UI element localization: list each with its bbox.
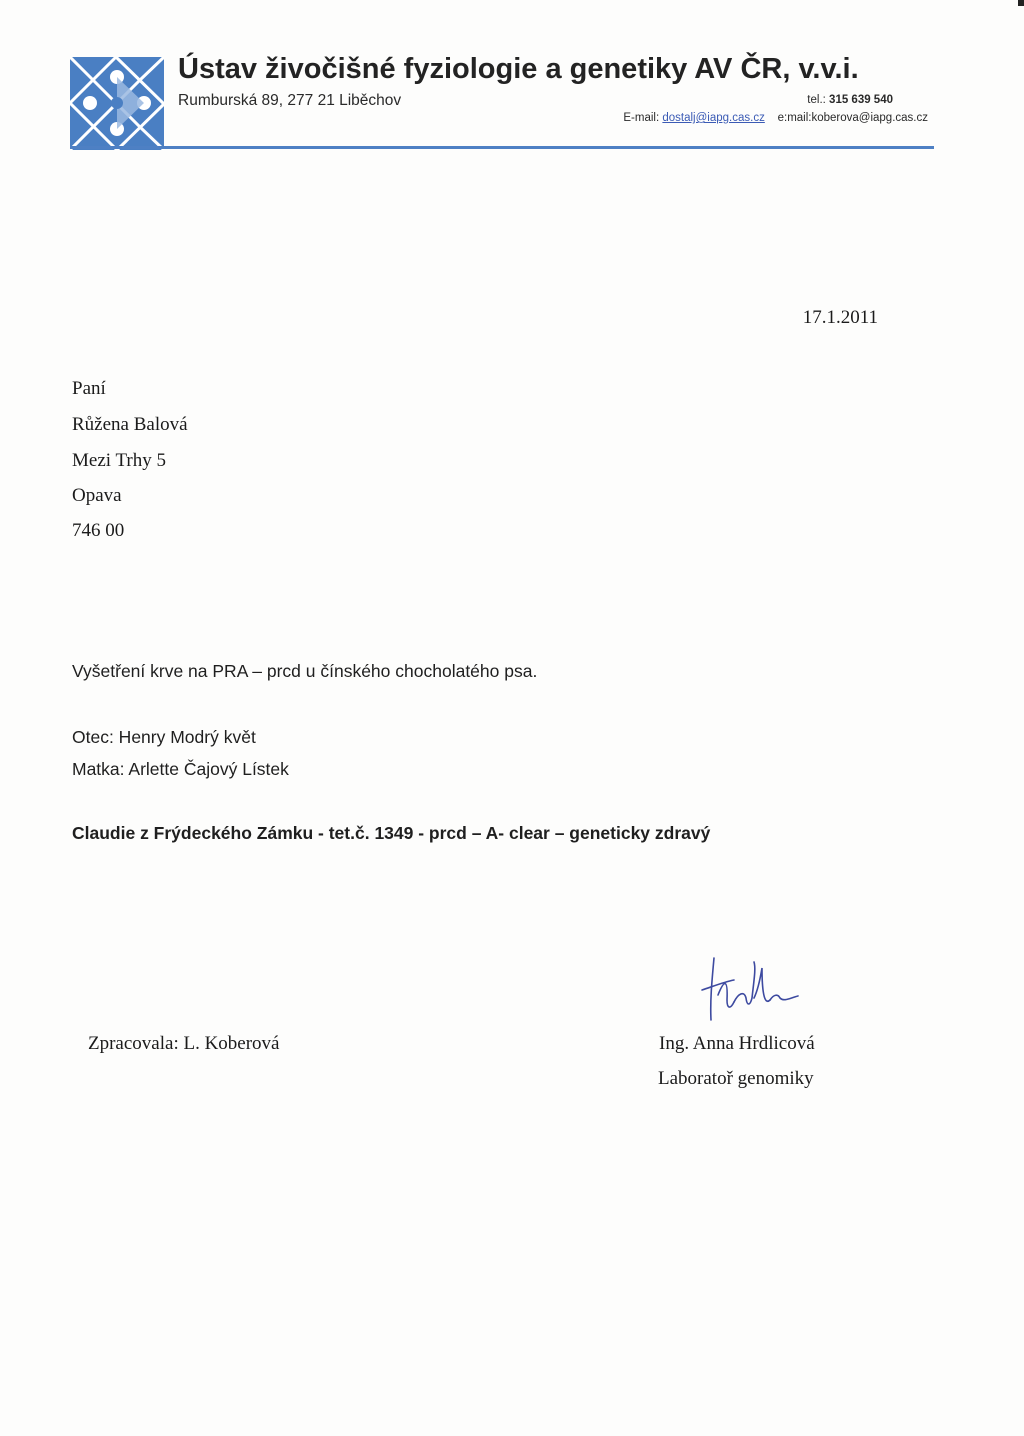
recipient-salutation: Paní [72, 378, 106, 399]
mother-line: Matka: Arlette Čajový Lístek [72, 759, 289, 779]
handwritten-signature-icon [694, 950, 824, 1025]
signer-department: Laboratoř genomiky [658, 1068, 814, 1089]
institute-logo-icon [70, 57, 164, 150]
organization-name: Ústav živočišné fyziologie a genetiky AV ČR, v.v.i. [178, 53, 859, 85]
father-line: Otec: Henry Modrý květ [72, 727, 256, 747]
recipient-street: Mezi Trhy 5 [72, 450, 166, 471]
recipient-city: Opava [72, 485, 122, 506]
processed-by: Zpracovala: L. Koberová [88, 1033, 280, 1054]
test-result: Claudie z Frýdeckého Zámku - tet.č. 1349 - prcd – A- clear – geneticky zdravý [72, 823, 711, 843]
scan-edge-mark [1018, 0, 1024, 6]
recipient-name: Růžena Balová [72, 414, 188, 435]
letterhead-rule [70, 146, 934, 149]
email-link-dostal[interactable]: dostalj@iapg.cas.cz [662, 112, 765, 124]
letter-date: 17.1.2011 [802, 307, 878, 328]
email-label: E-mail: [623, 112, 660, 124]
email-koberova: e:mail:koberova@iapg.cas.cz [777, 112, 928, 124]
tel-number: 315 639 540 [829, 94, 893, 106]
organization-address: Rumburská 89, 277 21 Liběchov [178, 92, 402, 109]
telephone [807, 94, 893, 106]
letter-subject: Vyšetření krve na PRA – prcd u čínského chocholatého psa. [72, 661, 538, 681]
recipient-zip: 746 00 [72, 520, 125, 541]
email-line [623, 112, 928, 124]
signer-name: Ing. Anna Hrdlicová [659, 1033, 815, 1054]
tel-label: tel.: [807, 94, 826, 106]
